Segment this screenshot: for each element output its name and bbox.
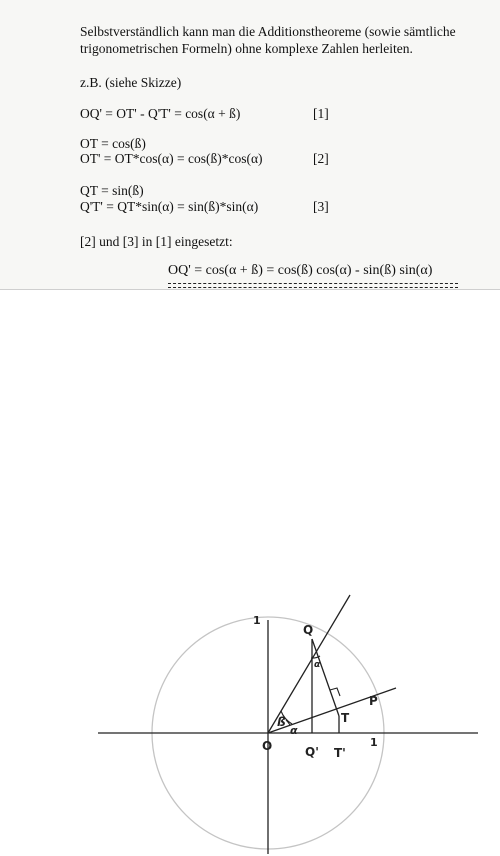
- label-Q: Q: [303, 623, 314, 637]
- intro-line-2: trigonometrischen Formeln) ohne komplexe Zahlen herleiten.: [80, 41, 413, 56]
- label-one-x: 1: [370, 736, 378, 749]
- label-alpha: α: [290, 724, 298, 737]
- label-one-y: 1: [253, 614, 261, 627]
- equation-2a: OT = cos(ß): [80, 136, 146, 151]
- label-T-prime: T': [334, 746, 346, 760]
- equation-3a: QT = sin(ß): [80, 183, 144, 198]
- substitution-note: [2] und [3] in [1] eingesetzt:: [80, 234, 233, 249]
- equation-3-ref: [3]: [313, 199, 329, 214]
- equation-2-ref: [2]: [313, 151, 329, 166]
- label-Q-prime: Q': [305, 745, 319, 759]
- equation-3b: Q'T' = QT*sin(α) = sin(ß)*sin(α): [80, 199, 259, 214]
- label-T: T: [341, 711, 350, 725]
- label-beta: ß: [277, 715, 286, 729]
- text-section: [0, 0, 500, 290]
- equation-2b: OT' = OT*cos(α) = cos(ß)*cos(α): [80, 151, 263, 166]
- result-equation: OQ' = cos(α + ß) = cos(ß) cos(α) - sin(ß) sin(α): [168, 263, 433, 278]
- segment-QT: [312, 639, 339, 716]
- result-underline: [168, 283, 458, 288]
- label-P: P: [369, 694, 378, 708]
- label-alpha-small: α: [314, 660, 321, 670]
- unit-circle-sketch: [0, 580, 500, 856]
- sketch-section: [0, 290, 500, 760]
- equation-1: OQ' = OT' - Q'T' = cos(α + ß): [80, 106, 241, 121]
- label-O: O: [262, 739, 273, 753]
- equation-1-ref: [1]: [313, 106, 329, 121]
- example-note: z.B. (siehe Skizze): [80, 75, 182, 90]
- intro-line-1: Selbstverständlich kann man die Additionstheoreme (sowie sämtliche: [80, 24, 456, 39]
